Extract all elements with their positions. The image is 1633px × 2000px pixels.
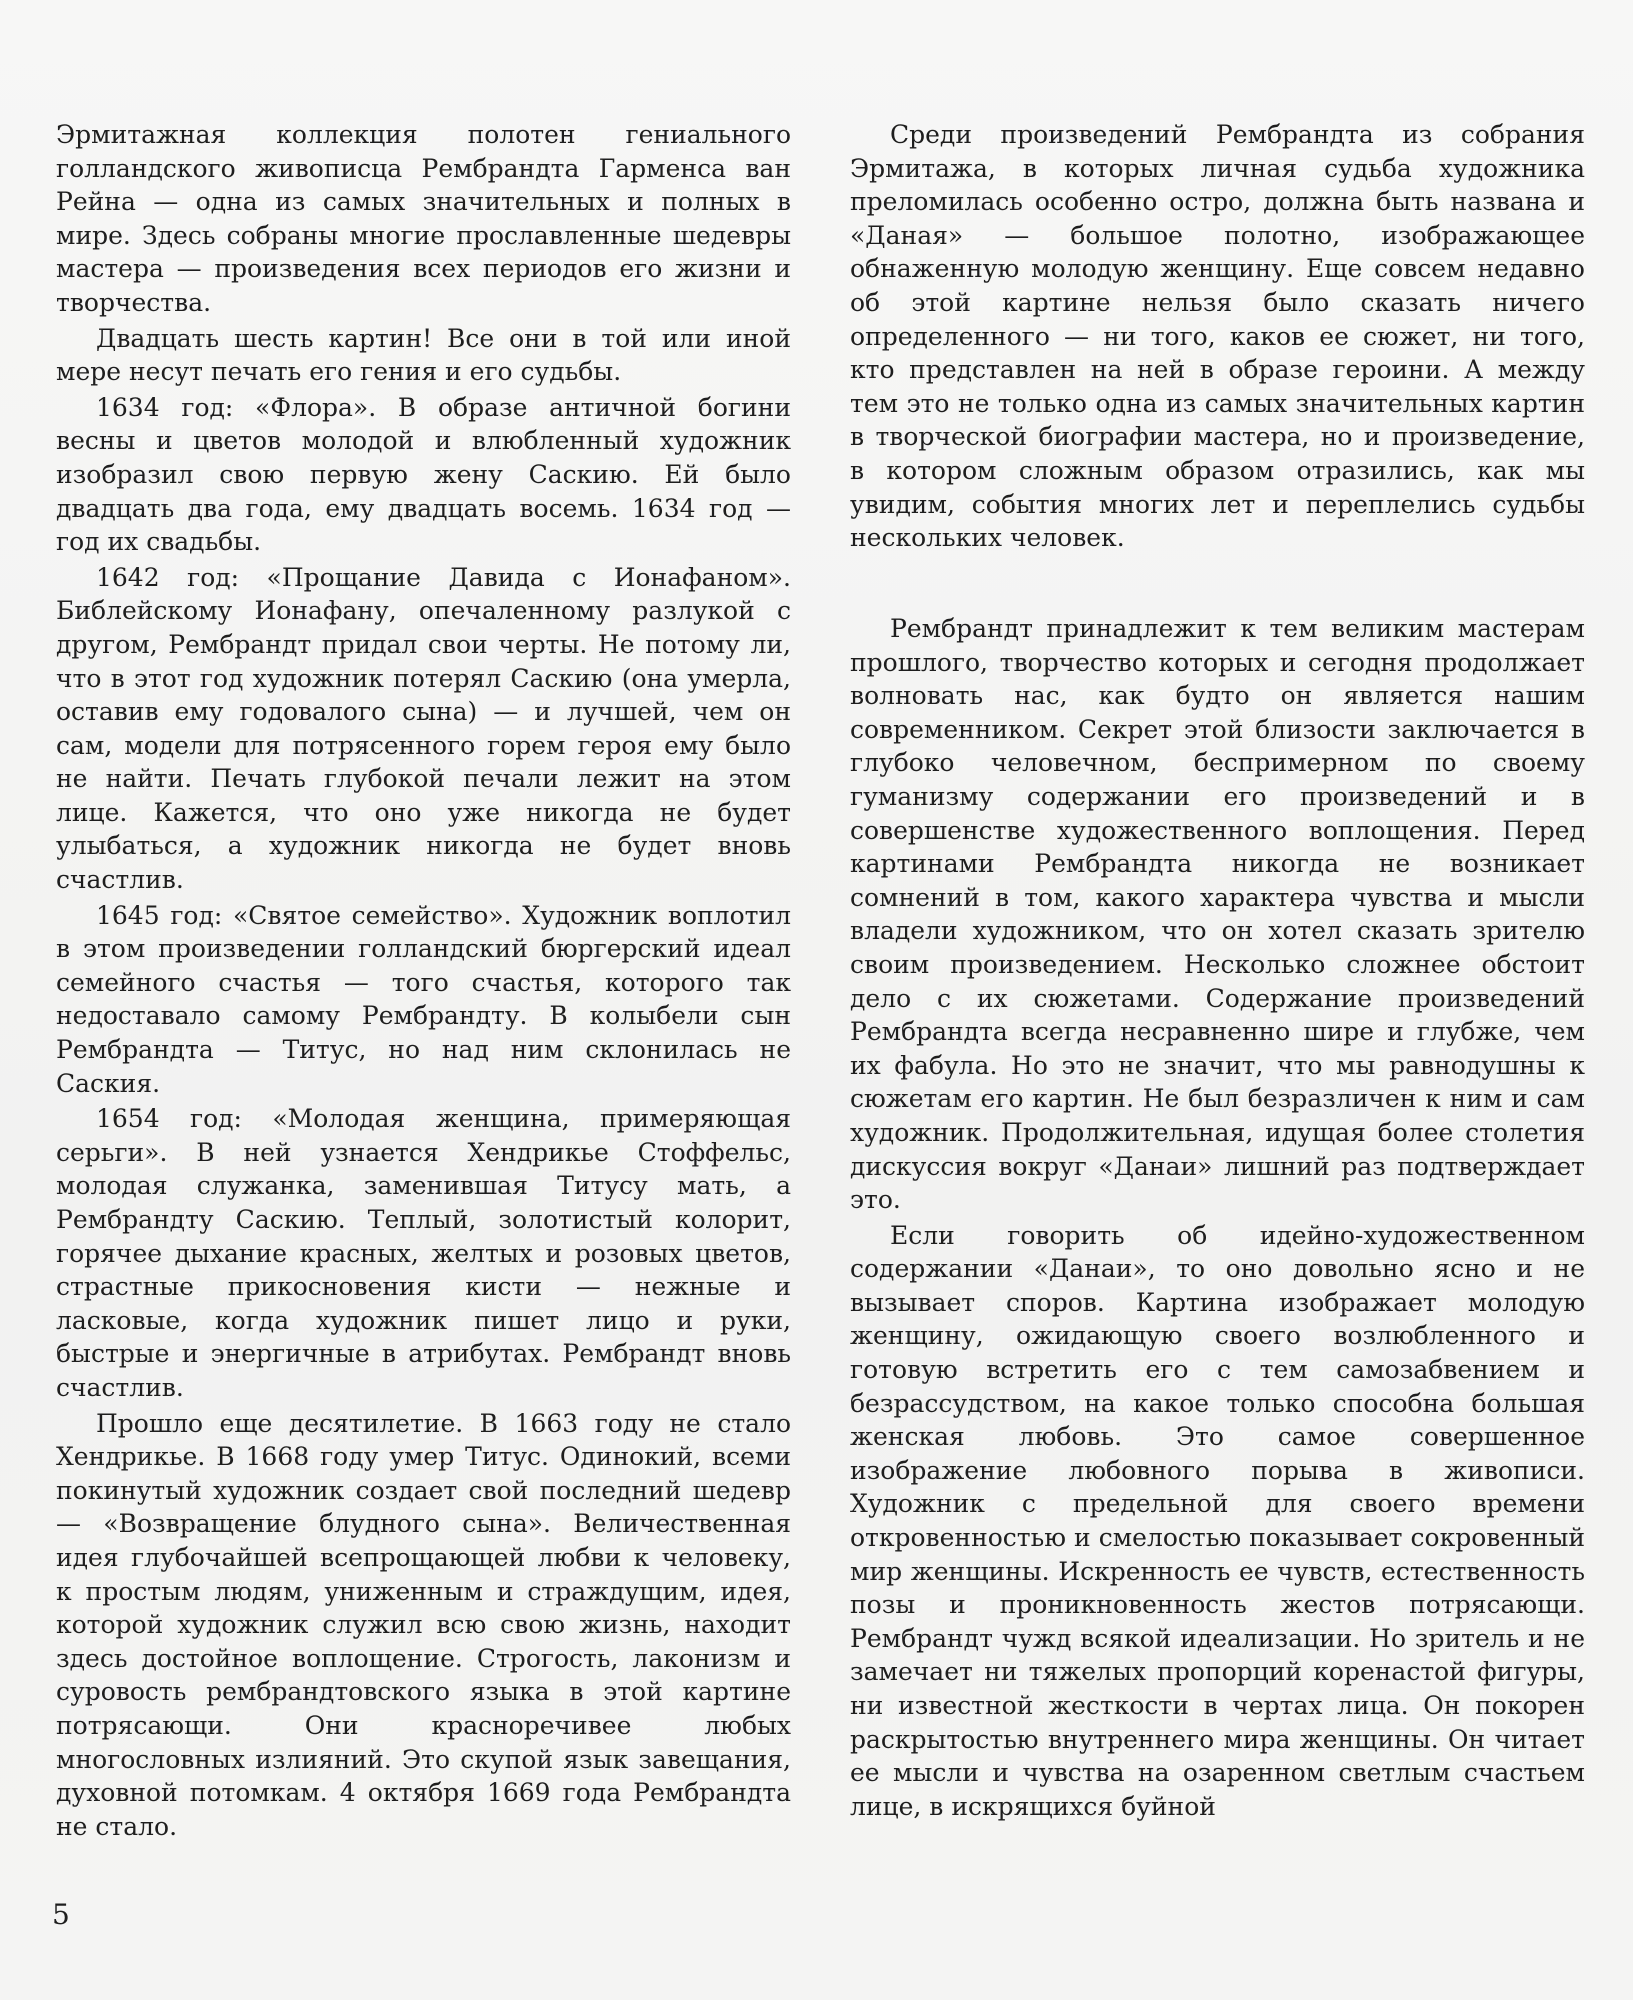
paragraph-intro: Эрмитажная коллекция полотен гениального голландского живописца Рембрандта Гарменса ван Рейна — одна из самых значительных и полных в мире. Здесь собраны многие прославленные шедевры мастера — произведения всех периодов его жизни и творчества. xyxy=(56,120,791,317)
page-number: 5 xyxy=(52,1898,70,1931)
paragraph-danae-content: Если говорить об идейно-художественном содержании «Данаи», то оно довольно ясно и не вызывает споров. Картина изображает молодую женщину, ожидающую своего возлюбленного и готовую встретить его с тем самозабвением и безрассудством, на какое только способна большая женская любовь. Это самое совершенное изображение любовного порыва в живописи. Художник с предельной для своего времени откровенностью и смелостью показывает сокровенный мир женщины. Искренность ее чувств, естественность позы и проникновенность жестов потрясающи. Рембрандт чужд всякой идеализации. Но зритель и не замечает ни тяжелых пропорций коренастой фигуры, ни известной жесткости в чертах лица. Он покорен раскрытостью внутреннего мира женщины. Он читает ее мысли и чувства на озаренном светлым счастьем лице, в искрящихся буйной xyxy=(850,1220,1585,1821)
paragraph-1645-holy-family: 1645 год: «Святое семейство». Художник воплотил в этом произведении голландский бюргерский идеал семейного счастья — того счастья, которого так недоставало самому Рембрандту. В колыбели сын Рембрандта — Титус, но над ним склонилась не Саския. xyxy=(56,900,791,1098)
paragraph-rembrandt-masters: Рембрандт принадлежит к тем великим мастерам прошлого, творчество которых и сегодня продолжает волновать нас, как будто он является нашим современником. Секрет этой близости заключается в глубоко человечном, беспримерном по своему гуманизму содержании его произведений и в совершенстве художественного воплощения. Перед картинами Рембрандта никогда не возникает сомнений в том, какого характера чувства и мысли владели художником, что он хотел сказать зрителю своим произведением. Несколько сложнее обстоит дело с их сюжетами. Содержание произведений Рембрандта всегда несравненно шире и глубже, чем их фабула. Но это не значит, что мы равнодушны к сюжетам его картин. Не был безразличен к ним и сам художник. Продолжительная, идущая более столетия дискуссия вокруг «Данаи» лишний раз подтверждает это. xyxy=(850,614,1585,1215)
paragraph-1634-flora: 1634 год: «Флора». В образе античной богини весны и цветов молодой и влюбленный художник изобразил свою первую жену Саскию. Ей было двадцать два года, ему двадцать восемь. 1634 год — год их свадьбы. xyxy=(56,392,791,557)
paragraph-danae-intro: Среди произведений Рембрандта из собрания Эрмитажа, в которых личная судьба художника преломилась особенно остро, должна быть названа и «Даная» — большое полотно, изображающее обнаженную молодую женщину. Еще совсем недавно об этой картине нельзя было сказать ничего определенного — ни того, каков ее сюжет, ни того, кто представлен на ней в образе героини. А между тем это не только одна из самых значительных картин в творческой биографии мастера, но и произведение, в котором сложным образом отразились, как мы увидим, события многих лет и переплелись судьбы нескольких человек. xyxy=(850,120,1585,553)
paragraph-1642-david-jonathan: 1642 год: «Прощание Давида с Ионафаном». Библейскому Ионафану, опечаленному разлукой с другом, Рембрандт придал свои черты. Не потому ли, что в этот год художник потерял Саскию (она умерла, оставив ему годовалого сына) — и лучшей, чем он сам, модели для потрясенного горем героя ему было не найти. Печать глубокой печали лежит на этом лице. Кажется, что оно уже никогда не будет улыбаться, а художник никогда не будет вновь счастлив. xyxy=(56,562,791,895)
paragraph-decade-passed: Прошло еще десятилетие. В 1663 году не стало Хендрикье. В 1668 году умер Титус. Одинокий, всеми покинутый художник создает свой последний шедевр — «Возвращение блудного сына». Величественная идея глубочайшей всепрощающей любви к человеку, к простым людям, униженным и страждущим, идея, которой художник служил всю свою жизнь, находит здесь достойное воплощение. Строгость, лаконизм и суровость рембрандтовского языка в этой картине потрясающи. Они красноречивее любых многословных излияний. Это скупой язык завещания, духовной потомкам. 4 октября 1669 года Рембрандта не стало. xyxy=(56,1408,791,1841)
paragraph-twenty-six-paintings: Двадцать шесть картин! Все они в той или иной мере несут печать его гения и его судьбы. xyxy=(56,323,791,387)
right-column-top xyxy=(850,118,1585,555)
paragraph-1654-young-woman: 1654 год: «Молодая женщина, примеряющая серьги». В ней узнается Хендрикье Стоффельс, молодая служанка, заменившая Титусу мать, а Рембрандту Саскию. Теплый, золотистый колорит, горячее дыхание красных, желтых и розовых цветов, страстные прикосновения кисти — нежные и ласковые, когда художник пишет лицо и руки, быстрые и энергичные в атрибутах. Рембрандт вновь счастлив. xyxy=(56,1104,791,1402)
right-column-bottom xyxy=(850,612,1585,1823)
left-column xyxy=(56,118,791,1843)
